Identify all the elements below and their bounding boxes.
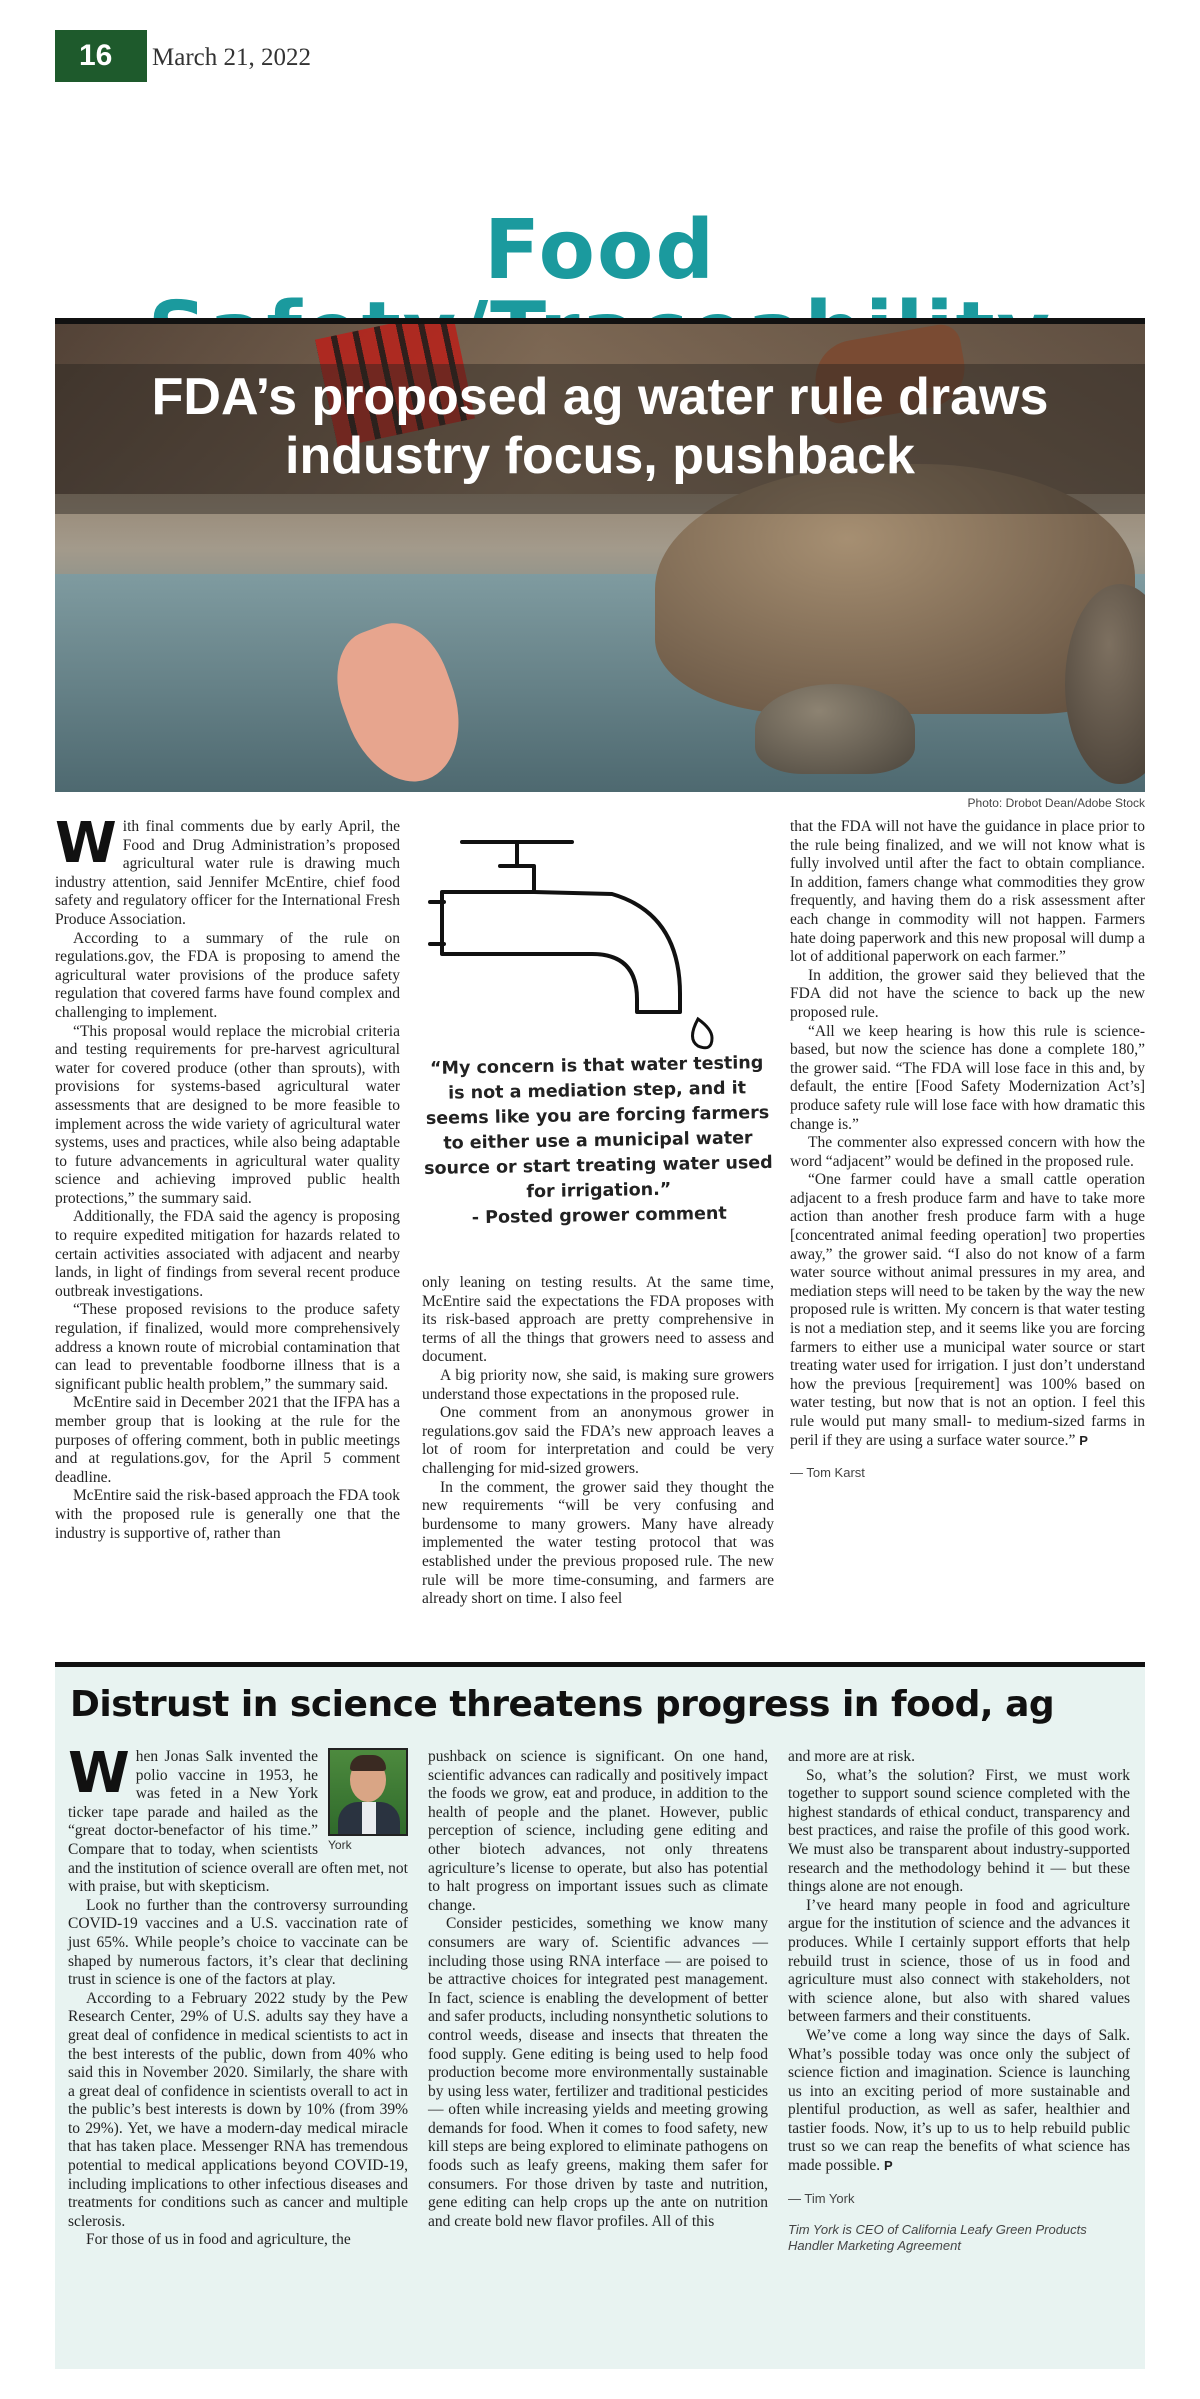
article-headline: FDA’s proposed ag water rule draws industry focus, pushback	[151, 368, 1049, 486]
opinion-column-3	[788, 1748, 1130, 2254]
article-paragraph: ith final comments due by early April, the Food and Drug Administration’s proposed agricultural water rule is drawing much industry attention, said Jennifer McEntire, chief food safety and regulatory officer for the International Fresh Produce Association.	[55, 818, 400, 928]
issue-date: March 21, 2022	[152, 44, 311, 71]
article-paragraph: McEntire said in December 2021 that the IFPA has a member group that is looking at the rule for the purposes of offering comment, both in public meetings and at regulations.gov, for the April 5 comment deadline.	[55, 1394, 400, 1486]
pull-quote-attribution: - Posted grower comment	[471, 1203, 727, 1229]
opinion-paragraph: So, what’s the solution? First, we must work together to support sound science completed with the highest standards of ethical conduct, transparency and best practices, and raise the profile of this good work. We must also be transparent about industry-supported research and the methodology behind it — but these things alone are not enough.	[788, 1766, 1130, 1896]
end-mark: P	[884, 2158, 893, 2174]
pull-quote-body: “My concern is that water testing is not a mediation step, and it seems like you are forcing farmers to either use a municipal water source or start treating water used for irrigation.”	[423, 1053, 773, 1203]
headshot-hair	[350, 1755, 386, 1771]
opinion-column-2	[428, 1748, 768, 2231]
article-paragraph: In addition, the grower said they believed that the FDA did not have the science to back up the new proposed rule.	[790, 966, 1145, 1021]
opinion-title: Distrust in science threatens progress in food, ag	[70, 1684, 1055, 1725]
article-column-2	[422, 1274, 774, 1609]
article-paragraph: According to a summary of the rule on regulations.gov, the FDA is proposing to amend the agricultural water provisions of the produce safety regulation that covered farms have found complex and challenging to implement.	[55, 929, 400, 1021]
photo-rock	[755, 684, 915, 774]
opinion-paragraph	[788, 2027, 1130, 2176]
page-number: 16	[55, 30, 147, 82]
headshot-caption: York	[328, 1838, 352, 1852]
byline: — Tom Karst	[790, 1465, 865, 1481]
faucet-icon	[422, 824, 774, 1054]
article-paragraph: In the comment, the grower said they thought the new requirements “will be very confusing and burdensome to many growers. Many have already implemented the water testing protocol that was established under the previous proposed rule. The new rule will be more time-consuming, and farmers are already short on time. I also feel	[422, 1478, 774, 1608]
article-paragraph: only leaning on testing results. At the same time, McEntire said the expectations the FDA proposes with its risk-based approach are pretty comprehensive in terms of all the things that growers need to assess and document.	[422, 1274, 774, 1366]
photo-credit: Photo: Drobot Dean/Adobe Stock	[967, 796, 1145, 810]
article-paragraph: The commenter also expressed concern with how the word “adjacent” would be defined in the proposed rule.	[790, 1134, 1145, 1170]
end-mark: P	[1079, 1432, 1088, 1448]
section-title: Food	[483, 203, 717, 298]
article-paragraph	[790, 1171, 1145, 1450]
article-paragraph: “These proposed revisions to the produce safety regulation, if finalized, would more comprehensively address a known route of microbial contamination that can lead to preventable foodborne illness that is a significant public health problem,” the summary said.	[55, 1301, 400, 1393]
article-paragraph: “All we keep hearing is how this rule is science-based, but now the science has done a complete 180,” the grower said. “The FDA will lose face in this and, by default, the entire [Food Safety Modernization Act’s] produce safety rule will lose face with how dramatic this change is.”	[790, 1022, 1145, 1133]
article-paragraph: A big priority now, she said, is making sure growers understand those expectations in the proposed rule.	[422, 1366, 774, 1403]
drop-cap: W	[55, 811, 117, 876]
headshot-shirt	[362, 1802, 376, 1836]
article-paragraph: McEntire said the risk-based approach the FDA took with the proposed rule is generally one that the industry is supportive of, rather than	[55, 1487, 400, 1542]
author-note: Tim York is CEO of California Leafy Green Products Handler Marketing Agreement	[788, 2222, 1087, 2254]
author-headshot	[328, 1748, 408, 1850]
article-paragraph: One comment from an anonymous grower in regulations.gov said the FDA’s new approach leaves a lot of room for interpretation and could be very challenging for mid-sized growers.	[422, 1404, 774, 1477]
opinion-paragraph: pushback on science is significant. On one hand, scientific advances can radically and positively impact the foods we grow, eat and produce, in addition to the health of people and the planet. However, public perception of science, including gene editing and other biotech advances, not only threatens agriculture’s license to operate, but also has potential to halt progress on important issues such as climate change.	[428, 1748, 768, 1914]
hero-photo	[55, 324, 1145, 792]
pull-quote-text	[420, 1051, 775, 1232]
article-column-1	[55, 811, 400, 1543]
article-paragraph-text: “One farmer could have a small cattle operation adjacent to a fresh produce farm and have to take more action than another fresh produce farm with a huge [concentrated animal feeding operation] two properties away,” the grower said. “I also do not know of a farm water source without animal pressures in my area, and mediation steps will need to be taken by the way the new proposed rule is written. My concern is that water testing is not a mediation step, and it seems like you are forcing farmers to either use a municipal water source or start treating water used for irrigation. I just don’t understand how the previous [requirement] was 100% based on water testing, but now that is not an option. I feel this rule would put many small- to medium-sized farms in peril if they are using a surface water source.”	[790, 1171, 1145, 1449]
opinion-paragraph: Look no further than the controversy surrounding COVID-19 vaccines and a U.S. vaccination rate of just 65%. While people’s choice to vaccinate can be shaped by numerous factors, it’s clear that declining trust in science is one of the factors at play.	[68, 1896, 408, 1989]
opinion-paragraph: According to a February 2022 study by the Pew Research Center, 29% of U.S. adults say they have a great deal of confidence in medical scientists to act in the best interests of the public, down from 40% who said this in November 2020. Similarly, the share with a great deal of confidence in scientists overall to act in the public’s best interests is down by 10% (from 39% to 29%). Yet, we have a modern-day medical miracle that has taken place. Messenger RNA has tremendous potential to medical applications beyond COVID-19, including implications to other infectious diseases and treatments for conditions such as cancer and multiple sclerosis.	[68, 1989, 408, 2230]
pull-quote	[422, 824, 774, 1268]
opinion-paragraph: For those of us in food and agriculture, the	[86, 2231, 351, 2249]
opinion-paragraph: and more are at risk.	[788, 1748, 915, 1765]
drop-cap: W	[68, 1741, 130, 1806]
opinion-paragraph: hen Jonas Salk invented the polio vaccine in 1953, he was feted in a New York ticker tape parade and hailed as the “great doctor-benefactor of his time.” Compare that to today, when scientists and the institution of science overall are often met, not with praise, but with skepticism.	[68, 1748, 408, 1896]
opinion-column-1	[68, 1741, 408, 2250]
article-column-3	[790, 818, 1145, 1483]
opinion-paragraph: I’ve heard many people in food and agriculture argue for the institution of science and the advances it produces. While I certainly support efforts that help rebuild trust in science, those of us in food and agriculture must also connect with stakeholders, not with science alone, but also with shared values between farmers and their constituents.	[788, 1896, 1130, 2026]
headshot-photo	[328, 1748, 408, 1836]
article-paragraph: that the FDA will not have the guidance in place prior to the rule being finalized, and we will not know what is fully involved until after the fact to obtain compliance. In addition, famers change what commodities they grow frequently, and having them do a risk assessment after each change in commodity will not happen. Farmers hate doing paperwork and this new proposal will dump a lot of additional paperwork on each farmer.”	[790, 818, 1145, 966]
article-paragraph: “This proposal would replace the microbial criteria and testing requirements for pre-harvest agricultural water for covered produce (other than sprouts), with provisions for systems-based agricultural water assessments that are designed to be more feasible to implement across the wide variety of agricultural water systems, uses and practices, while also being adaptable to future advancements in agricultural water quality science and achieving improved public health protections,” the summary said.	[55, 1022, 400, 1207]
opinion-paragraph: Consider pesticides, something we know many consumers are wary of. Scientific advances — including those using RNA interface — are poised to be attractive choices for integrated pest management. In fact, science is enabling the development of better and safer products, including nonsynthetic solutions to control weeds, disease and insects that threaten the food supply. Gene editing is being used to help food production become more environmentally sustainable by using less water, fertilizer and traditional pesticides — often while increasing yields and meeting growing demands for food. When it comes to food safety, new kill steps are being explored to eliminate pathogens on foods such as leafy greens, making them safer for consumers. For those driven by taste and nutrition, gene editing can help crops up the ante on nutrition and create bold new flavor profiles. All of this	[428, 1915, 768, 2230]
article-paragraph: Additionally, the FDA said the agency is proposing to require expedited mitigation for hazards related to certain activities associated with adjacent and nearby lands, in light of findings from several recent produce outbreak investigations.	[55, 1208, 400, 1300]
opinion-byline: — Tim York	[788, 2190, 855, 2206]
opinion-paragraph-text: We’ve come a long way since the days of Salk. What’s possible today was once only the subject of science fiction and imagination. Science is launching us into an exciting period of more sustainable and plentiful production, as well as safer, healthier and tastier foods. Now, it’s up to us to help rebuild public trust so we can reap the benefits of what science has made possible.	[788, 2026, 1130, 2175]
